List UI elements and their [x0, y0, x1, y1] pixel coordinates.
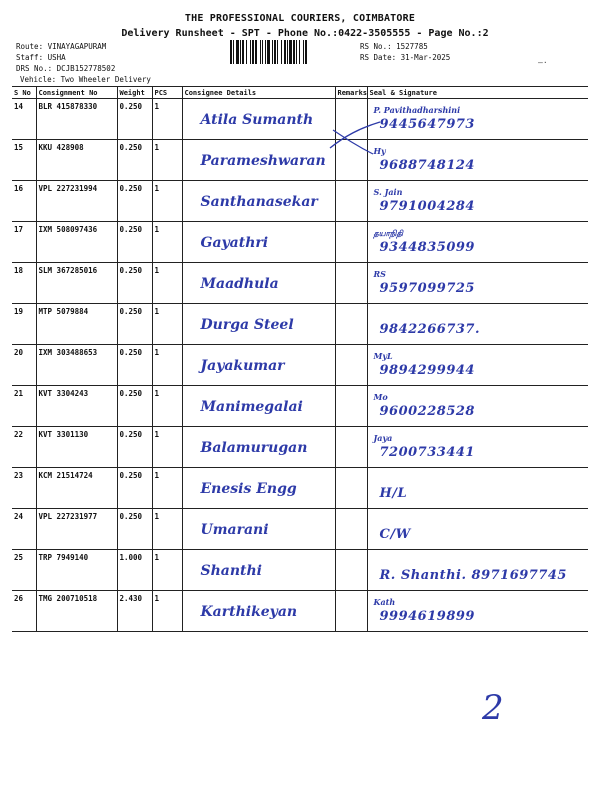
header-remarks: Remarks [335, 87, 367, 99]
signature-cell [367, 304, 588, 345]
pcs-cell: 1 [152, 304, 182, 345]
staff-label: Staff: [16, 53, 44, 62]
rs-no-label: RS No.: [360, 42, 392, 51]
signature-phone-handwriting: 9344835099 [379, 240, 475, 255]
sno-cell: 19 [12, 304, 36, 345]
weight-cell: 0.250 [117, 263, 152, 304]
table-row [12, 263, 588, 304]
consignee-handwriting: Umarani [200, 522, 269, 538]
signature-cell [367, 181, 588, 222]
margin-mark: –· [538, 58, 548, 67]
weight-cell: 0.250 [117, 345, 152, 386]
pcs-cell: 1 [152, 222, 182, 263]
sno-cell: 21 [12, 386, 36, 427]
remarks-cell [335, 386, 367, 427]
table-row [12, 427, 588, 468]
consignee-handwriting: Durga Steel [200, 317, 294, 333]
weight-cell: 0.250 [117, 386, 152, 427]
pcs-cell: 1 [152, 468, 182, 509]
signature-phone-handwriting: R. Shanthi. 8971697745 [379, 568, 567, 583]
sno-cell: 26 [12, 591, 36, 632]
remarks-cell [335, 181, 367, 222]
consignee-handwriting: Gayathri [200, 235, 269, 251]
consignee-handwriting: Enesis Engg [200, 481, 297, 497]
signature-phone-handwriting: 9445647973 [379, 117, 475, 132]
consignee-handwriting: Jayakumar [200, 358, 285, 374]
pcs-cell: 1 [152, 345, 182, 386]
remarks-cell [335, 509, 367, 550]
weight-cell: 0.250 [117, 304, 152, 345]
table-row [12, 140, 588, 181]
pcs-cell: 1 [152, 509, 182, 550]
sno-cell: 16 [12, 181, 36, 222]
signature-cell [367, 140, 588, 181]
consignee-cell [182, 427, 335, 468]
remarks-cell [335, 550, 367, 591]
pcs-cell: 1 [152, 386, 182, 427]
rs-no-value: 1527785 [396, 42, 428, 51]
table-row [12, 181, 588, 222]
consignee-cell [182, 468, 335, 509]
remarks-cell [335, 591, 367, 632]
header-consignee-details: Consignee Details [182, 87, 335, 99]
runsheet-table [12, 86, 588, 632]
table-row [12, 345, 588, 386]
signature-phone-handwriting: 9597099725 [379, 281, 475, 296]
signature-phone-handwriting: 7200733441 [379, 445, 475, 460]
consignment-no-cell: VPL 227231994 [36, 181, 117, 222]
signature-phone-handwriting: 9894299944 [379, 363, 475, 378]
remarks-cell [335, 427, 367, 468]
weight-cell: 0.250 [117, 222, 152, 263]
signature-phone-handwriting: 9688748124 [379, 158, 475, 173]
drs-value: DCJB152778502 [56, 64, 116, 73]
pcs-cell: 1 [152, 99, 182, 140]
sno-cell: 22 [12, 427, 36, 468]
rs-date-value: 31-Mar-2025 [400, 53, 451, 62]
signature-handwriting: Hy [373, 146, 386, 156]
sno-cell: 24 [12, 509, 36, 550]
consignment-no-cell: VPL 227231977 [36, 509, 117, 550]
vehicle-label: Vehicle: [20, 75, 57, 84]
drs-line [16, 64, 115, 73]
table-row [12, 591, 588, 632]
signature-cell [367, 345, 588, 386]
signature-cell [367, 222, 588, 263]
signature-handwriting: Kath [373, 597, 396, 607]
route-line [16, 42, 106, 51]
consignee-handwriting: Santhanasekar [200, 194, 318, 210]
signature-phone-handwriting: H/L [379, 486, 408, 501]
weight-cell: 0.250 [117, 468, 152, 509]
consignee-cell [182, 181, 335, 222]
weight-cell: 0.250 [117, 509, 152, 550]
signature-handwriting: RS [373, 269, 386, 279]
sno-cell: 17 [12, 222, 36, 263]
signature-handwriting: Mo [373, 392, 388, 402]
signature-handwriting: MyL [373, 351, 393, 361]
consignment-no-cell: IXM 508097436 [36, 222, 117, 263]
signature-cell [367, 263, 588, 304]
table-row [12, 222, 588, 263]
pcs-cell: 1 [152, 263, 182, 304]
signature-handwriting: Jaya [373, 433, 393, 443]
remarks-cell [335, 222, 367, 263]
consignee-cell [182, 591, 335, 632]
barcode-image [230, 40, 348, 64]
consignee-cell [182, 386, 335, 427]
signature-handwriting: P. Pavithadharshini [373, 105, 461, 115]
consignment-no-cell: KVT 3301130 [36, 427, 117, 468]
vehicle-value: Two Wheeler Delivery [60, 75, 151, 84]
consignee-cell [182, 509, 335, 550]
consignment-no-cell: KVT 3304243 [36, 386, 117, 427]
sno-cell: 15 [12, 140, 36, 181]
signature-handwriting: தயாநிதி [373, 228, 403, 238]
consignment-no-cell: KCM 21514724 [36, 468, 117, 509]
sno-cell: 18 [12, 263, 36, 304]
consignment-no-cell: KKU 428908 [36, 140, 117, 181]
signature-phone-handwriting: 9600228528 [379, 404, 475, 419]
runsheet-title: Delivery Runsheet - SPT - Phone No.:0422-3505555 - Page No.:2 [121, 28, 489, 39]
header-pcs: PCS [152, 87, 182, 99]
consignment-no-cell: MTP 5079884 [36, 304, 117, 345]
signature-phone-handwriting: 9842266737. [379, 322, 480, 337]
vehicle-line [20, 75, 151, 84]
signature-phone-handwriting: 9791004284 [379, 199, 475, 214]
sno-cell: 14 [12, 99, 36, 140]
table-header-row [12, 87, 588, 99]
consignee-cell [182, 99, 335, 140]
drs-label: DRS No.: [16, 64, 53, 73]
signature-handwriting: S. Jain [373, 187, 403, 197]
pcs-cell: 1 [152, 181, 182, 222]
rs-date-line [360, 53, 450, 62]
consignee-handwriting: Atila Sumanth [200, 112, 314, 128]
signature-cell [367, 509, 588, 550]
consignee-cell [182, 222, 335, 263]
remarks-cell [335, 468, 367, 509]
consignee-handwriting: Balamurugan [200, 440, 308, 456]
table-row [12, 386, 588, 427]
pcs-cell: 1 [152, 140, 182, 181]
staff-value: USHA [47, 53, 66, 62]
sno-cell: 20 [12, 345, 36, 386]
consignment-no-cell: BLR 415878330 [36, 99, 117, 140]
pcs-cell: 1 [152, 427, 182, 468]
consignee-cell [182, 140, 335, 181]
consignee-handwriting: Parameshwaran [200, 153, 326, 169]
signature-cell [367, 427, 588, 468]
consignee-cell [182, 263, 335, 304]
header-sno: S No [12, 87, 36, 99]
header-seal-signature: Seal & Signature [367, 87, 588, 99]
company-title: THE PROFESSIONAL COURIERS, COIMBATORE [184, 13, 416, 24]
consignee-cell [182, 304, 335, 345]
consignee-handwriting: Shanthi [200, 563, 263, 579]
route-label: Route: [16, 42, 44, 51]
consignment-no-cell: TMG 200710518 [36, 591, 117, 632]
weight-cell: 2.430 [117, 591, 152, 632]
consignee-handwriting: Karthikeyan [200, 604, 298, 620]
consignee-cell [182, 550, 335, 591]
weight-cell: 0.250 [117, 140, 152, 181]
table-row [12, 509, 588, 550]
handwritten-page-number: 2 [482, 688, 504, 728]
remarks-cell [335, 345, 367, 386]
weight-cell: 1.000 [117, 550, 152, 591]
rs-no-line [360, 42, 428, 51]
table-row [12, 468, 588, 509]
remarks-cell [335, 263, 367, 304]
sno-cell: 23 [12, 468, 36, 509]
consignee-handwriting: Maadhula [200, 276, 279, 292]
sno-cell: 25 [12, 550, 36, 591]
signature-phone-handwriting: C/W [379, 527, 411, 542]
consignment-no-cell: IXM 303488653 [36, 345, 117, 386]
remarks-cell [335, 304, 367, 345]
signature-cell [367, 550, 588, 591]
rs-date-label: RS Date: [360, 53, 397, 62]
weight-cell: 0.250 [117, 181, 152, 222]
signature-cell [367, 468, 588, 509]
table-row [12, 304, 588, 345]
table-row [12, 99, 588, 140]
consignee-handwriting: Manimegalai [200, 399, 303, 415]
consignee-cell [182, 345, 335, 386]
header-weight: Weight [117, 87, 152, 99]
consignment-no-cell: TRP 7949140 [36, 550, 117, 591]
signature-cell [367, 99, 588, 140]
handwritten-strike-mark [325, 118, 385, 158]
staff-line [16, 53, 66, 62]
table-row [12, 550, 588, 591]
weight-cell: 0.250 [117, 427, 152, 468]
consignment-no-cell: SLM 367285016 [36, 263, 117, 304]
pcs-cell: 1 [152, 550, 182, 591]
weight-cell: 0.250 [117, 99, 152, 140]
signature-cell [367, 386, 588, 427]
signature-phone-handwriting: 9994619899 [379, 609, 475, 624]
pcs-cell: 1 [152, 591, 182, 632]
signature-cell [367, 591, 588, 632]
route-value: VINAYAGAPURAM [47, 42, 107, 51]
header-consignment-no: Consignment No [36, 87, 117, 99]
